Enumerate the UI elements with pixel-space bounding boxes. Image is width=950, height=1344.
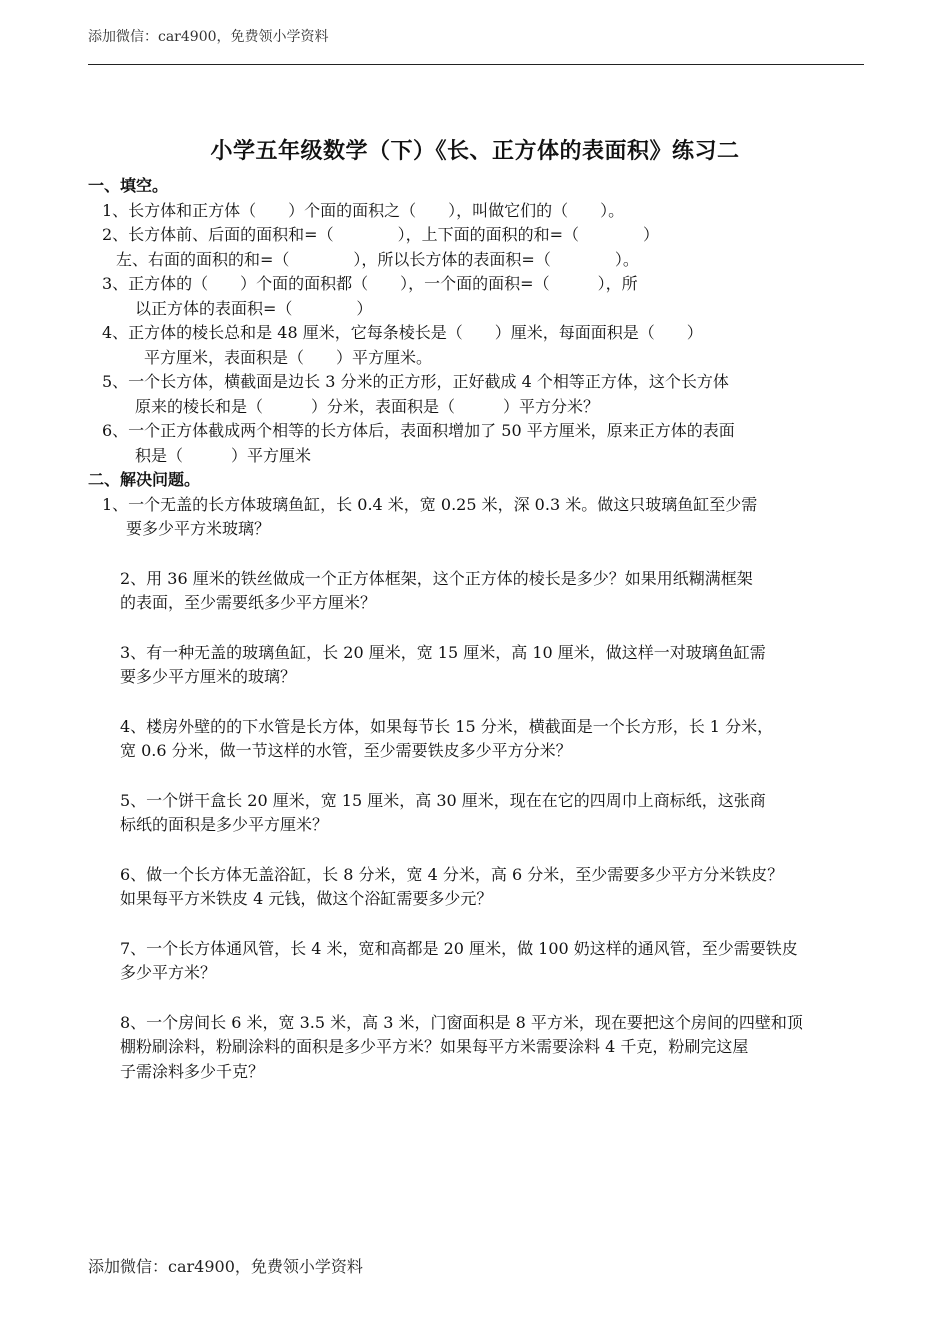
problem-2-line-1: 2、用 36 厘米的铁丝做成一个正方体框架，这个正方体的棱长是多少？如果用纸糊满框架 [120,568,753,588]
problem-8 [88,1011,868,1085]
document-title: 小学五年级数学（下）《长、正方体的表面积》练习二 [210,138,740,164]
problem-5-line-2: 标纸的面积是多少平方厘米？ [120,815,329,834]
problem-4 [88,715,868,764]
problem-3 [88,641,868,690]
page-footer-text: 添加微信：car4900，免费领小学资料 [88,1257,363,1276]
fill-question-5: 5、一个长方体，横截面是边长 3 分米的正方形，正好截成 4 个相等正方体，这个长方体 [102,372,729,391]
section-fill-in-heading: 一、填空。 [88,176,169,195]
problem-3-line-2: 要多少平方厘米的玻璃？ [120,667,297,686]
header-divider [88,64,864,65]
fill-question-5-cont: 原来的棱长和是（ ）分米，表面积是（ ）平方分米？ [135,396,600,416]
section-problems-heading: 二、解决问题。 [88,470,201,489]
problem-7 [88,937,868,986]
fill-question-2: 2、长方体前、后面的面积和=（ ），上下面的面积的和=（ ） [102,225,659,244]
problem-8-line-1: 8、一个房间长 6 米，宽 3.5 米，高 3 米，门窗面积是 8 平方米，现在要把这个房间的四壁和顶 [120,1012,803,1032]
problem-6 [88,863,868,912]
problem-6-line-1: 6、做一个长方体无盖浴缸，长 8 分米，宽 4 分米，高 6 分米，至少需要多少平方分米铁皮？ [120,864,784,884]
worksheet-body [88,174,868,1084]
problem-5-line-1: 5、一个饼干盒长 20 厘米，宽 15 厘米，高 30 厘米，现在在它的四周巾上商标纸，这张商 [120,790,766,810]
problem-8-line-2: 棚粉刷涂料，粉刷涂料的面积是多少平方米？如果每平方米需要涂料 4 千克，粉刷完这屋 [120,1037,749,1056]
problem-6-line-2: 如果每平方米铁皮 4 元钱，做这个浴缸需要多少元？ [120,889,493,908]
problem-3-line-1: 3、有一种无盖的玻璃鱼缸，长 20 厘米，宽 15 厘米，高 10 厘米，做这样一对玻璃鱼缸需 [120,642,766,662]
problem-5 [88,789,868,838]
problem-2-line-2: 的表面，至少需要纸多少平方厘米？ [120,593,377,612]
problem-7-line-1: 7、一个长方体通风管，长 4 米，宽和高都是 20 厘米，做 100 奶这样的通风管，至少需要铁皮 [120,938,798,958]
fill-question-4-cont: 平方厘米，表面积是（ ）平方厘米。 [144,347,433,367]
fill-question-1: 1、长方体和正方体（ ）个面的面积之（ ），叫做它们的（ ）。 [102,200,625,220]
fill-question-2-cont: 左、右面的面积的和=（ ），所以长方体的表面积=（ ）。 [116,249,639,269]
fill-question-3-cont: 以正方体的表面积=（ ） [135,298,373,318]
problem-2 [88,567,868,616]
fill-question-3: 3、正方体的（ ）个面的面积都（ ），一个面的面积=（ ），所 [102,274,638,293]
fill-question-4: 4、正方体的棱长总和是 48 厘米，它每条棱长是（ ）厘米，每面面积是（ ） [102,323,703,342]
problem-8-line-3: 子需涂料多少千克？ [120,1061,265,1081]
fill-question-6: 6、一个正方体截成两个相等的长方体后，表面积增加了 50 平方厘米，原来正方体的表面 [102,421,735,440]
problem-7-line-2: 多少平方米？ [120,963,217,982]
problem-1-line-2: 要多少平方米玻璃？ [126,519,271,538]
page-header-text: 添加微信：car4900，免费领小学资料 [88,29,329,45]
problem-4-line-2: 宽 0.6 分米，做一节这样的水管，至少需要铁皮多少平方分米？ [120,741,572,760]
problem-1-line-1: 1、一个无盖的长方体玻璃鱼缸，长 0.4 米，宽 0.25 米，深 0.3 米。做这只玻璃鱼缸至少需 [102,494,758,514]
problem-4-line-1: 4、楼房外壁的的下水管是长方体，如果每节长 15 分米，横截面是一个长方形，长 1 分米， [120,716,774,736]
fill-question-6-cont: 积是（ ）平方厘米 [135,445,312,465]
